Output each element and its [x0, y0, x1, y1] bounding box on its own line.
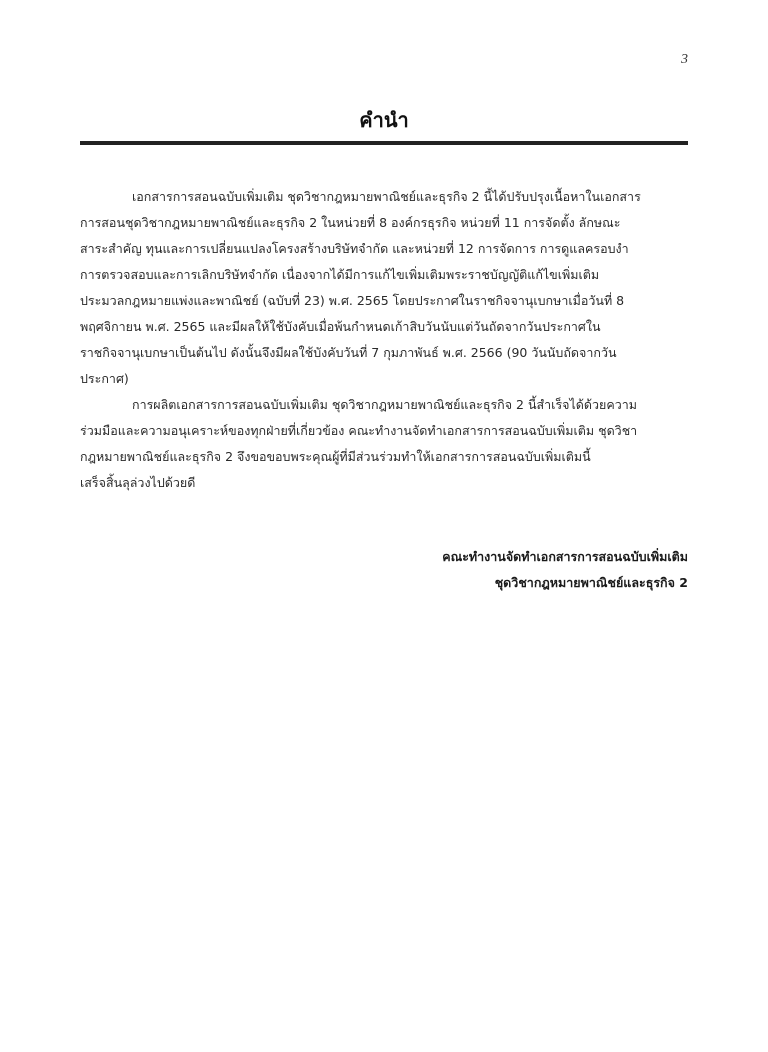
- signature-block: [442, 544, 688, 596]
- page-title: คำนำ: [359, 108, 409, 132]
- paragraph-line: ประมวลกฎหมายแพ่งและพาณิชย์ (ฉบับที่ 23) พ.ศ. 2565 โดยประกาศในราชกิจจานุเบกษาเมื่อวันที่ 8: [80, 293, 625, 308]
- paragraph-line: การผลิตเอกสารการสอนฉบับเพิ่มเติม ชุดวิชากฎหมายพาณิชย์และธุรกิจ 2 นี้สำเร็จได้ด้วยความ: [132, 397, 637, 412]
- preface-body: [80, 184, 688, 496]
- paragraph-2: [80, 392, 688, 496]
- paragraph-line: เสร็จสิ้นลุล่วงไปด้วยดี: [80, 475, 196, 490]
- paragraph-line: ร่วมมือและความอนุเคราะห์ของทุกฝ่ายที่เกี่ยวข้อง คณะทำงานจัดทำเอกสารการสอนฉบับเพิ่มเติม ชุดวิชา: [80, 423, 638, 438]
- page-number: 3: [681, 52, 688, 67]
- paragraph-line: กฎหมายพาณิชย์และธุรกิจ 2 จึงขอขอบพระคุณผู้ที่มีส่วนร่วมทำให้เอกสารการสอนฉบับเพิ่มเติมนี้: [80, 449, 591, 464]
- paragraph-line: เอกสารการสอนฉบับเพิ่มเติม ชุดวิชากฎหมายพาณิชย์และธุรกิจ 2 นี้ได้ปรับปรุงเนื้อหาในเอกสาร: [132, 189, 641, 204]
- paragraph-line: การตรวจสอบและการเลิกบริษัทจำกัด เนื่องจากได้มีการแก้ไขเพิ่มเติมพระราชบัญญัติแก้ไขเพิ่มเติม: [80, 267, 600, 282]
- paragraph-line: พฤศจิกายน พ.ศ. 2565 และมีผลให้ใช้บังคับเมื่อพ้นกำหนดเก้าสิบวันนับแต่วันถัดจากวันประกาศใน: [80, 319, 601, 334]
- paragraph-line: ประกาศ): [80, 371, 129, 386]
- signature-line-course: ชุดวิชากฎหมายพาณิชย์และธุรกิจ 2: [494, 575, 688, 590]
- paragraph-1: [80, 184, 688, 392]
- heading-divider: [80, 141, 688, 145]
- paragraph-line: ราชกิจจานุเบกษาเป็นต้นไป ดังนั้นจึงมีผลใช้บังคับวันที่ 7 กุมภาพันธ์ พ.ศ. 2566 (90 วันนับถัดจากวัน: [80, 345, 617, 360]
- signature-line-committee: คณะทำงานจัดทำเอกสารการสอนฉบับเพิ่มเติม: [442, 549, 688, 564]
- paragraph-line: การสอนชุดวิชากฎหมายพาณิชย์และธุรกิจ 2 ในหน่วยที่ 8 องค์กรธุรกิจ หน่วยที่ 11 การจัดตั้ง ลักษณะ: [80, 215, 621, 230]
- paragraph-line: สาระสำคัญ ทุนและการเปลี่ยนแปลงโครงสร้างบริษัทจำกัด และหน่วยที่ 12 การจัดการ การดูแลครอบงำ: [80, 241, 629, 256]
